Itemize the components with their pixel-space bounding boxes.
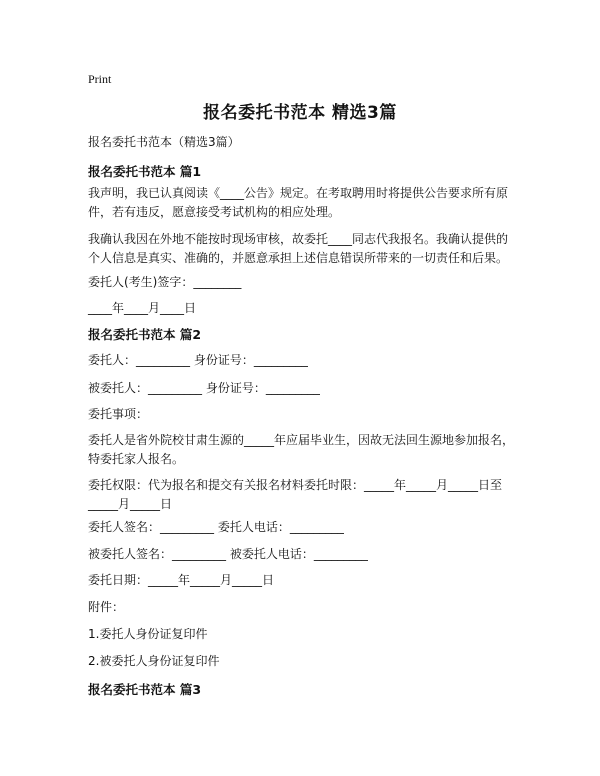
client-signature-line: 委托人签名：_________ 委托人电话：_________ [88,520,344,534]
trustee-id-line: 被委托人：_________ 身份证号：_________ [88,381,320,395]
section-2-heading: 报名委托书范本 篇2 [88,327,202,342]
trustee-signature-line: 被委托人签名：_________ 被委托人电话：_________ [88,547,368,561]
attachment-item: 2.被委托人身份证复印件 [88,654,220,668]
section-1-signature: 委托人(考生)签字：________ [88,275,242,289]
section-3-heading: 报名委托书范本 篇3 [88,682,202,697]
section-1-date: ____年____月____日 [88,301,197,315]
delegate-date-line: 委托日期：_____年_____月_____日 [88,573,275,587]
section-1-heading: 报名委托书范本 篇1 [88,164,202,179]
attachments-label: 附件： [88,600,125,614]
matters-text: 委托人是省外院校甘肃生源的_____年应届毕业生，因故无法回生源地参加报名，特委托家人报名。 [88,433,515,466]
attachment-item: 1.委托人身份证复印件 [88,627,208,641]
authority-text: 委托权限：代为报名和提交有关报名材料委托时限：_____年_____月_____日至_____月_____日 [88,478,503,511]
section-1-paragraph-2: 我确认我因在外地不能按时现场审核，故委托____同志代我报名。我确认提供的个人信息是真实、准确的，并愿意承担上述信息错误所带来的一切责任和后果。 [88,232,509,265]
subtitle: 报名委托书范本（精选3篇） [88,135,240,149]
print-link[interactable]: Print [88,72,112,86]
matters-label: 委托事项： [88,407,149,421]
section-1-paragraph-1: 我声明，我已认真阅读《____公告》规定。在考取聘用时将提供公告要求所有原件，若有违反，愿意接受考试机构的相应处理。 [88,186,509,219]
client-id-line: 委托人：_________ 身份证号：_________ [88,353,308,367]
page-title: 报名委托书范本 精选3篇 [203,103,397,123]
